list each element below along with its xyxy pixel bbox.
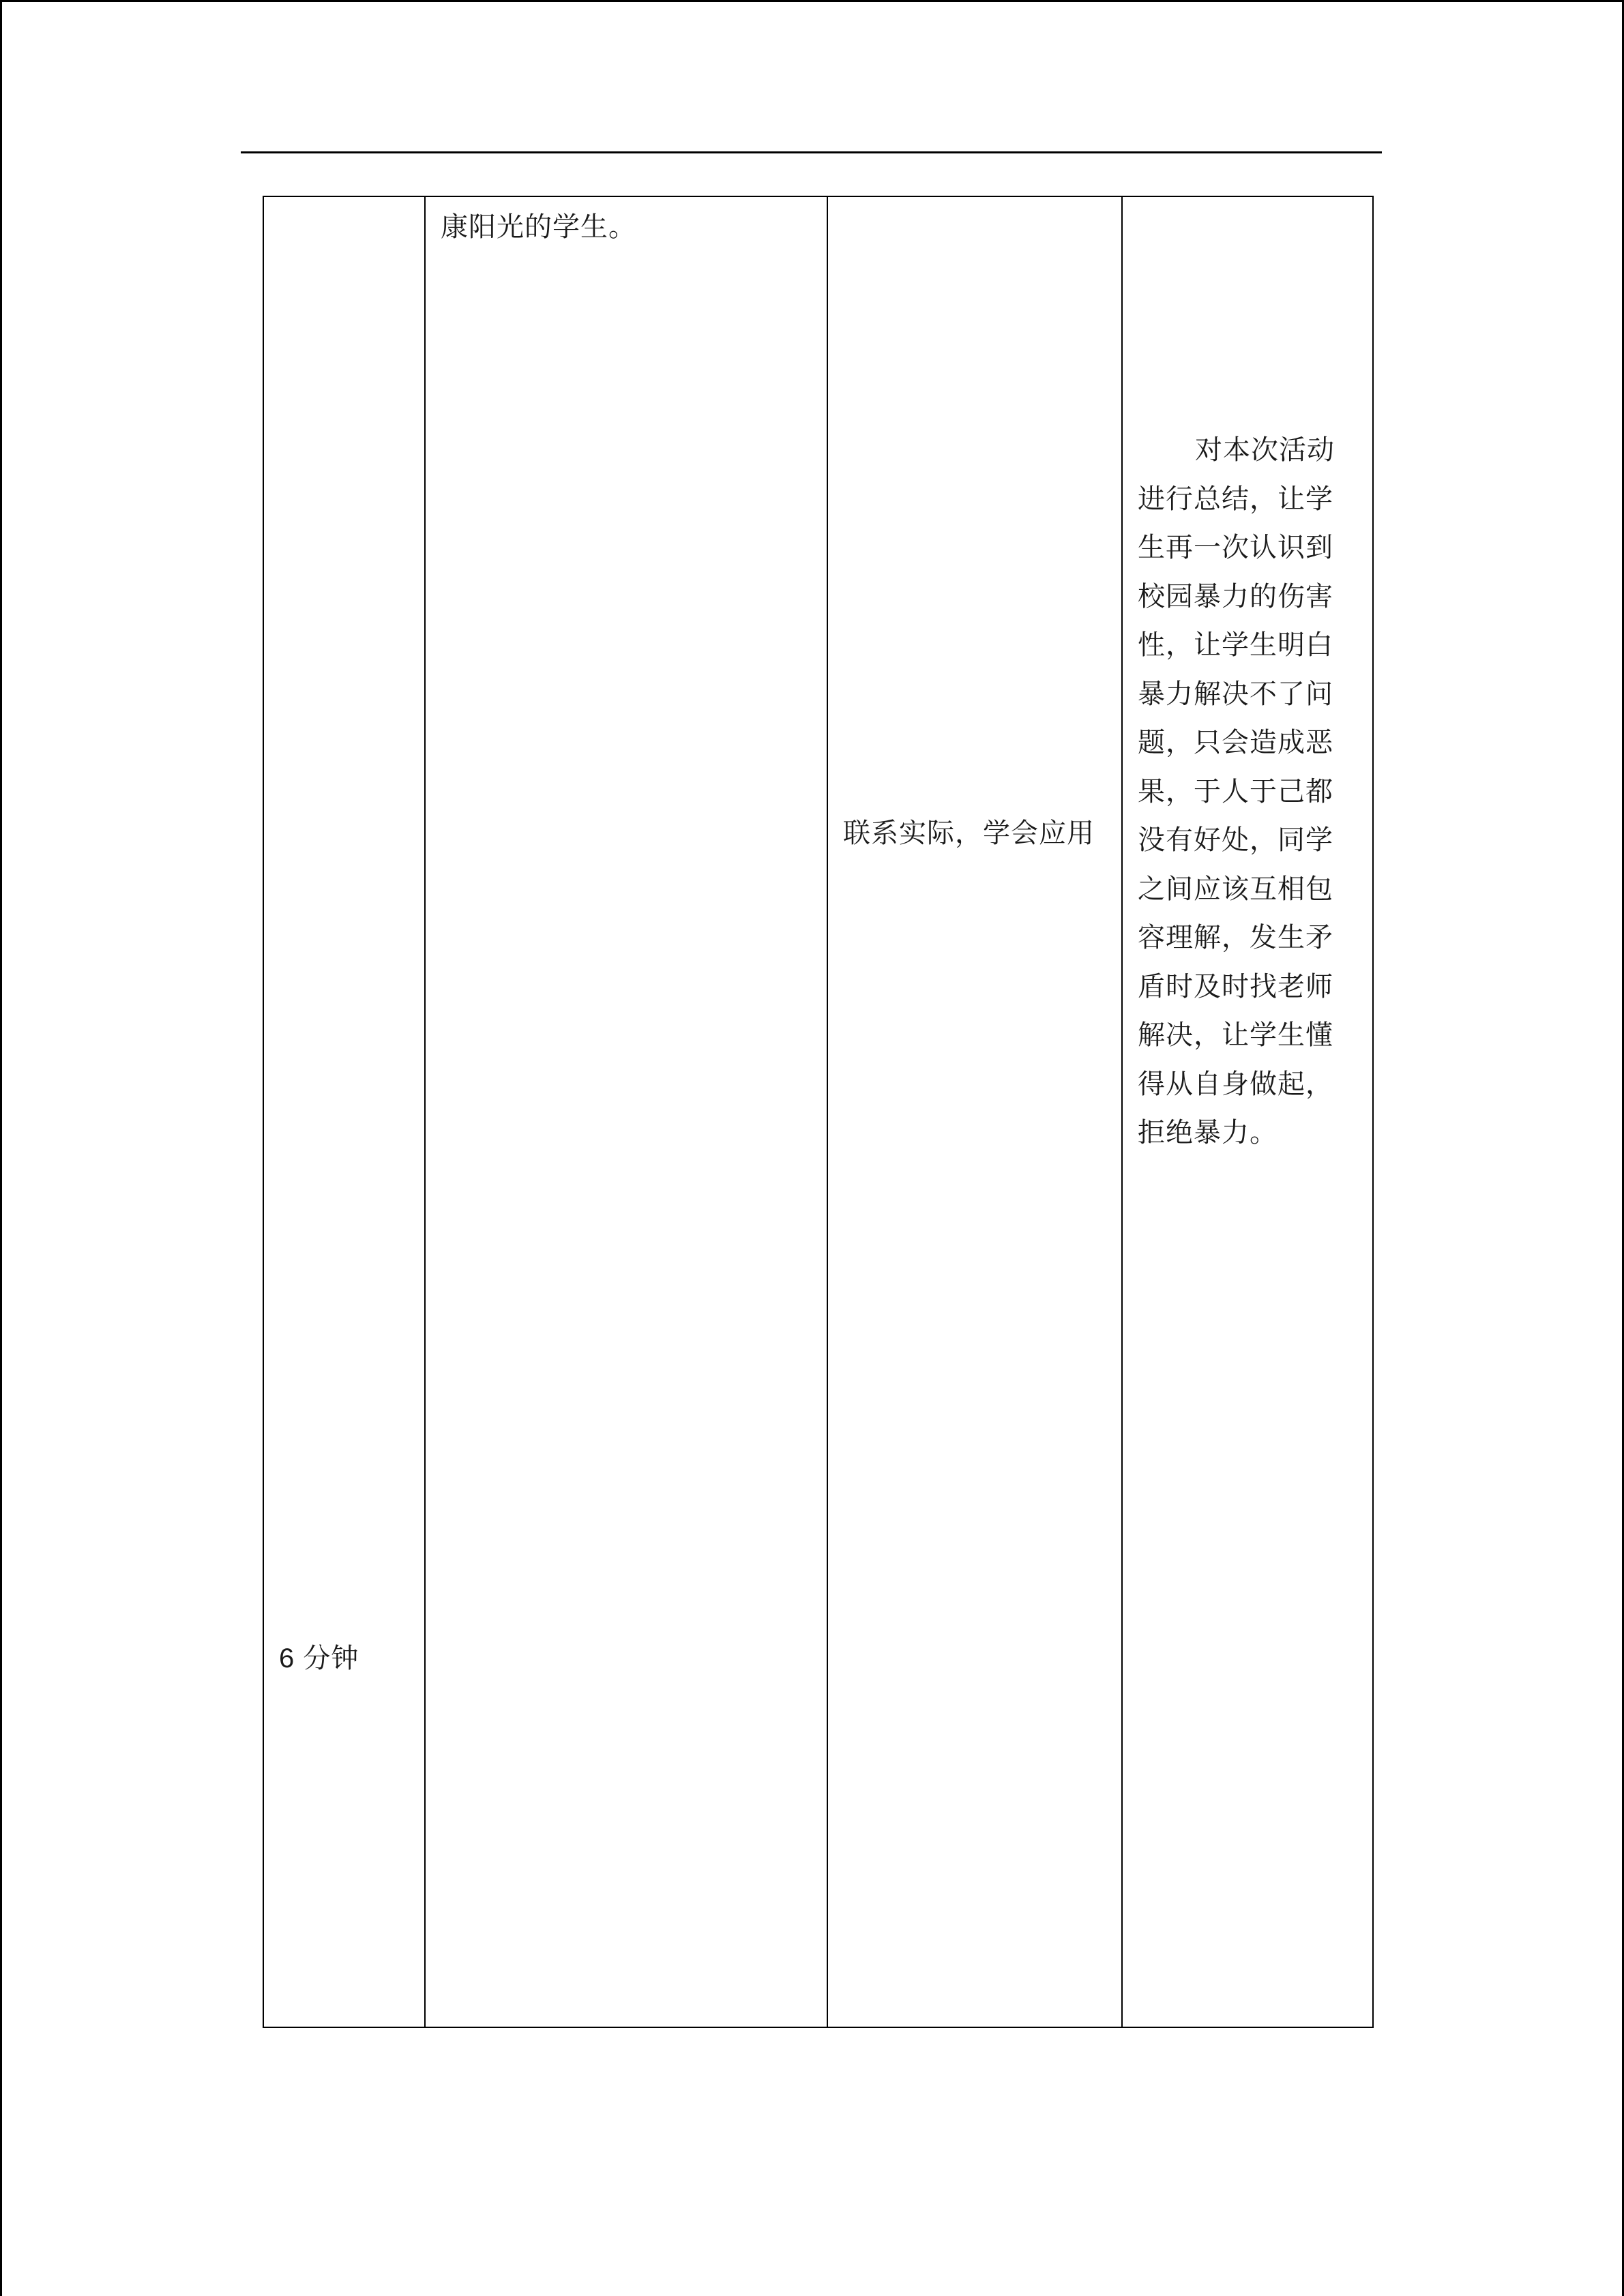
goal-text: 联系实际，学会应用 <box>843 818 1095 849</box>
lesson-plan-table <box>263 196 1374 2028</box>
content-text: 康阳光的学生。 <box>441 211 636 243</box>
time-cell <box>263 196 425 2027</box>
goal-cell <box>827 196 1122 2027</box>
table-row <box>263 196 1373 2027</box>
time-text: 6 分钟 <box>279 1643 359 1673</box>
content-cell <box>425 196 827 2027</box>
header-rule <box>241 151 1382 153</box>
intent-text: 对本次活动进行总结，让学生再一次认识到校园暴力的伤害性，让学生明白暴力解决不了问题，只会造成恶果，于人于己都没有好处，同学之间应该互相包容理解，发生矛盾时及时找老师解决，让学生懂得从自身做起，拒绝暴力。 <box>1138 434 1335 1148</box>
intent-cell <box>1122 196 1373 2027</box>
